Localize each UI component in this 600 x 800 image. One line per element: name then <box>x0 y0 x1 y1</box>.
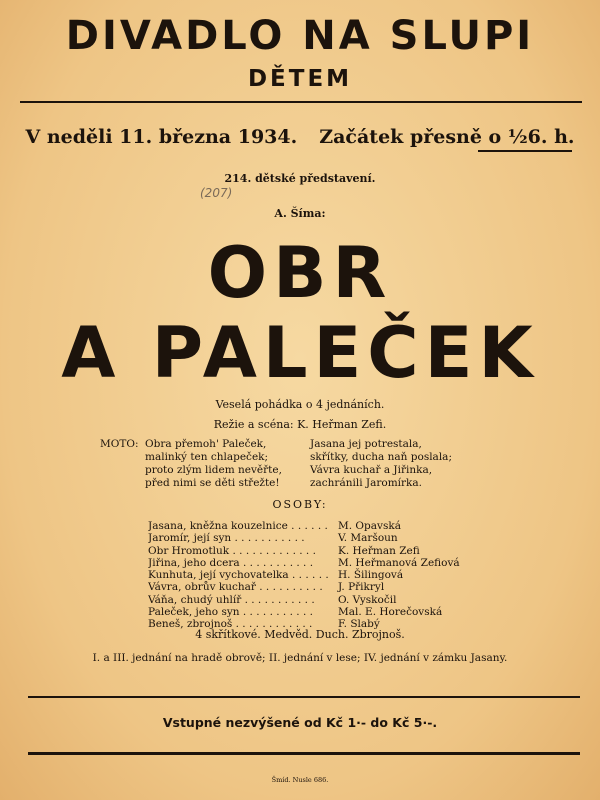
actor: V. Maršoun <box>338 532 398 545</box>
role: Jiřina, jeho dcera . . . . . . . . . . . <box>148 556 314 569</box>
role: Vávra, obrův kuchař . . . . . . . . . . <box>148 581 323 594</box>
moto-label: MOTO: <box>100 438 139 450</box>
performance-date: V neděli 11. března 1934. <box>25 126 298 148</box>
role: Obr Hromotluk . . . . . . . . . . . . . <box>148 544 316 557</box>
author: A. Šíma: <box>274 207 326 220</box>
handwritten-note: (207) <box>200 186 233 200</box>
cast-row <box>148 545 478 557</box>
cast-extras: 4 skřítkové. Medvěd. Duch. Zbrojnoš. <box>195 628 405 641</box>
cast-heading: OSOBY: <box>272 498 328 511</box>
actor: M. Opavská <box>338 520 401 532</box>
play-title-line-2: A PALEČEK <box>61 312 539 394</box>
actor: O. Vyskočil <box>338 593 397 606</box>
actor: H. Šilingová <box>338 569 404 582</box>
admission-prices: Vstupné nezvýšené od Kč 1·- do Kč 5·-. <box>162 715 438 730</box>
cast-list <box>148 520 478 631</box>
admission-rule-bottom <box>28 752 580 755</box>
moto-line: Jasana jej potrestala, <box>310 438 422 450</box>
actor: F. Slabý <box>338 618 380 631</box>
audience-subtitle: DĚTEM <box>247 66 353 92</box>
direction: Režie a scéna: K. Heřman Zefi. <box>213 418 387 431</box>
actor: M. Heřmanová Zefiová <box>338 556 460 569</box>
performance-number: 214. dětské představení. <box>224 172 376 185</box>
moto-line: před nimi se děti střežte! <box>145 477 280 489</box>
cast-row <box>148 581 478 593</box>
moto-line: Vávra kuchař a Jiřinka, <box>310 464 433 476</box>
acts-locations: I. a III. jednání na hradě obrově; II. jednání v lese; IV. jednání v zámku Jasany. <box>92 652 508 664</box>
cast-row <box>148 594 478 606</box>
role: Beneš, zbrojnoš . . . . . . . . . . . . <box>148 618 313 631</box>
actor: J. Přikryl <box>338 581 385 594</box>
date-line <box>0 126 600 148</box>
moto-verse-left <box>145 438 282 490</box>
admission-rule-top <box>28 696 580 698</box>
cast-row <box>148 520 478 532</box>
printer-imprint: Šmíd. Nusle 686. <box>271 776 329 784</box>
header-underline <box>20 101 582 103</box>
play-title-line-1: OBR <box>207 232 393 314</box>
start-time: Začátek přesně o ½6. h. <box>319 126 575 148</box>
role: Kunhuta, její vychovatelka . . . . . . <box>148 569 329 582</box>
moto-line: proto zlým lidem nevěřte, <box>145 464 282 476</box>
cast-row <box>148 569 478 581</box>
moto-verse-right <box>310 438 452 490</box>
role: Váňa, chudý uhlíř . . . . . . . . . . . <box>148 593 315 606</box>
actor: K. Heřman Zefi <box>338 544 420 557</box>
genre: Veselá pohádka o 4 jednáních. <box>215 398 385 411</box>
moto-line: Obra přemoh' Paleček, <box>145 438 267 450</box>
actor: Mal. E. Horečovská <box>338 606 443 619</box>
role: Jaromír, její syn . . . . . . . . . . . <box>148 532 305 545</box>
cast-row <box>148 532 478 544</box>
moto-line: malinký ten chlapeček; <box>145 451 269 463</box>
start-time-underline <box>478 150 572 152</box>
role: Paleček, jeho syn . . . . . . . . . . . <box>148 606 313 619</box>
role: Jasana, kněžna kouzelnice . . . . . . <box>148 520 328 532</box>
moto-line: skřítky, ducha naň poslala; <box>310 451 452 463</box>
moto-line: zachránili Jaromírka. <box>310 477 422 489</box>
theatre-name: DIVADLO NA SLUPI <box>65 13 535 59</box>
cast-row <box>148 557 478 569</box>
cast-row <box>148 606 478 618</box>
